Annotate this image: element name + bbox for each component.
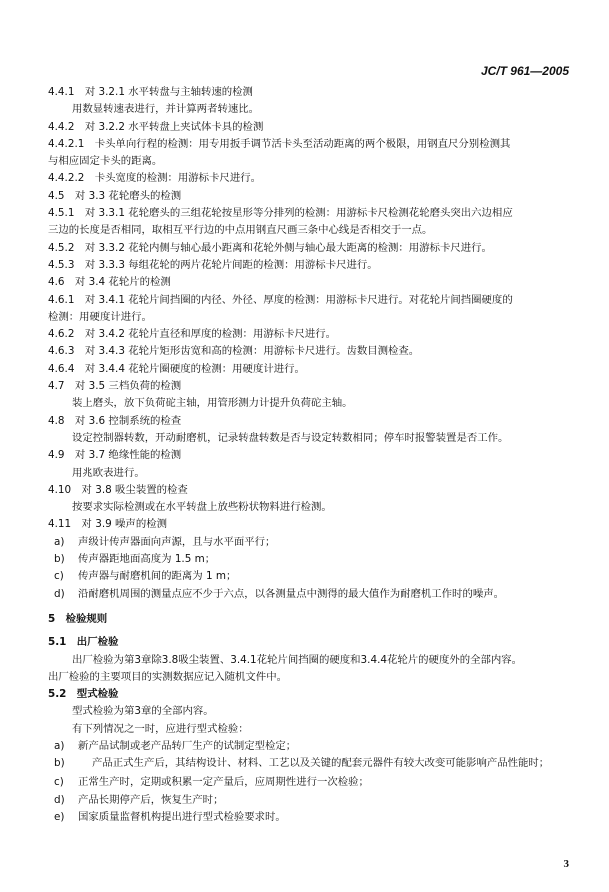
- clause-4-9-body: 用兆欧表进行。: [72, 466, 145, 479]
- list-item: [48, 774, 572, 791]
- clause-4-8-body: 设定控制器转数，开动耐磨机，记录转盘转数是否与设定转数相同；停车时报警装置是否工作。: [72, 431, 509, 444]
- section-5-heading: 5 检验规则: [48, 612, 108, 625]
- clause-4-4-1: 4.4.1 对 3.2.1 水平转盘与主轴转速的检测: [48, 86, 253, 98]
- list-text: 产品长期停产后，恢复生产时；: [78, 793, 224, 806]
- clause-4-4-2-2: 4.4.2.2 卡头宽度的检测：用游标卡尺进行。: [48, 172, 261, 185]
- clause-5-1-line2: 出厂检验的主要项目的实测数据应记入随机文件中。: [48, 670, 287, 683]
- clause-5-2-line1: 型式检验为第3章的全部内容。: [72, 705, 214, 718]
- list-item: [48, 738, 572, 755]
- clause-4-6-3: 4.6.3 对 3.4.3 花轮片矩形齿宽和高的检测：用游标卡尺进行。齿数目测检查。: [48, 345, 420, 358]
- list-text: 沿耐磨机周围的测量点应不少于六点，以各测量点中测得的最大值作为耐磨机工作时的噪声。: [78, 587, 505, 600]
- list-marker: b): [54, 553, 65, 566]
- list-item: [48, 551, 572, 568]
- clause-4-5-2: 4.5.2 对 3.3.2 花轮内侧与轴心最小距离和花轮外侧与轴心最大距离的检测：用游标卡尺进行。: [48, 241, 492, 254]
- list-marker: d): [54, 793, 65, 806]
- clause-4-9: 4.9 对 3.7 绝缘性能的检测: [48, 449, 182, 462]
- list-item: [48, 809, 572, 826]
- clause-4-6-2: 4.6.2 对 3.4.2 花轮片直径和厚度的检测：用游标卡尺进行。: [48, 328, 337, 341]
- clause-4-6-1-line2: 检测：用硬度计进行。: [48, 310, 152, 323]
- list-item: [48, 586, 572, 603]
- list-text: 声级计传声器面向声源，且与水平面平行；: [78, 535, 276, 548]
- list-marker: b): [54, 757, 65, 770]
- clause-5-2-line2: 有下列情况之一时，应进行型式检验：: [72, 722, 249, 735]
- list-item: [48, 534, 572, 551]
- clause-4-5-3: 4.5.3 对 3.3.3 每组花轮的两片花轮片间距的检测：用游标卡尺进行。: [48, 258, 378, 271]
- clause-4-4-1-body: 用数显转速表进行，并计算两者转速比。: [72, 103, 260, 116]
- clause-4-5: 4.5 对 3.3 花轮磨头的检测: [48, 189, 182, 202]
- list-text: 新产品试制或老产品转厂生产的试制定型检定；: [78, 739, 297, 752]
- list-item: [48, 568, 572, 585]
- clause-4-6: 4.6 对 3.4 花轮片的检测: [48, 276, 171, 289]
- list-marker: c): [54, 776, 64, 789]
- type-test-list: [48, 738, 572, 826]
- clause-4-4-2: 4.4.2 对 3.2.2 水平转盘上夹试体卡具的检测: [48, 120, 264, 133]
- list-item: [48, 755, 572, 772]
- clause-4-10: 4.10 对 3.8 吸尘装置的检查: [48, 483, 188, 496]
- clause-4-5-1-line1: 4.5.1 对 3.3.1 花轮磨头的三组花轮按星形等分排列的检测：用游标卡尺检测花轮磨头突出六边相应: [48, 207, 513, 220]
- list-text: 传声器与耐磨机间的距离为 1 m；: [78, 570, 237, 583]
- clause-4-11: 4.11 对 3.9 噪声的检测: [48, 518, 167, 531]
- document-body: [48, 84, 572, 826]
- list-text: 国家质量监督机构提出进行型式检验要求时。: [78, 810, 286, 823]
- standard-code-header: JC/T 961—2005: [480, 64, 569, 78]
- list-text: 正常生产时，定期或积累一定产量后，应周期性进行一次检验；: [78, 776, 369, 789]
- list-marker: d): [54, 587, 65, 600]
- list-text: 产品正式生产后，其结构设计、材料、工艺以及关键的配套元器件有较大改变可能影响产品性能时；: [92, 757, 550, 770]
- noise-list: [48, 534, 572, 603]
- clause-4-6-4: 4.6.4 对 3.4.4 花轮片圈硬度的检测：用硬度计进行。: [48, 362, 305, 375]
- clause-4-5-1-line2: 三边的长度是否相同，取相互平行边的中点用钢直尺画三条中心线是否相交于一点。: [48, 224, 433, 237]
- page-number: 3: [563, 858, 569, 870]
- clause-4-7-body: 装上磨头，放下负荷砣主轴，用管形测力计提升负荷砣主轴。: [72, 397, 353, 410]
- clause-4-4-2-1-line2: 与相应固定卡头的距离。: [48, 155, 163, 168]
- list-marker: a): [54, 535, 65, 548]
- list-text: 传声器距地面高度为 1.5 m；: [78, 553, 216, 566]
- clause-5-1-line1: 出厂检验为第3章除3.8吸尘装置、3.4.1花轮片间挡圈的硬度和3.4.4花轮片的硬度外的全部内容。: [72, 653, 523, 666]
- clause-4-10-body: 按要求实际检测或在水平转盘上放些粉状物料进行检测。: [72, 501, 332, 514]
- clause-4-4-2-1-line1: 4.4.2.1 卡头单向行程的检测：用专用扳手调节活卡头至活动距离的两个极限，用钢直尺分别检测其: [48, 137, 511, 150]
- list-marker: c): [54, 570, 64, 583]
- list-marker: a): [54, 739, 65, 752]
- clause-5-1: 5.1 出厂检验: [48, 636, 119, 649]
- list-item: [48, 792, 572, 809]
- clause-4-7: 4.7 对 3.5 三档负荷的检测: [48, 380, 182, 393]
- clause-5-2: 5.2 型式检验: [48, 688, 119, 701]
- clause-4-8: 4.8 对 3.6 控制系统的检查: [48, 414, 182, 427]
- clause-4-6-1-line1: 4.6.1 对 3.4.1 花轮片间挡圈的内径、外径、厚度的检测：用游标卡尺进行。对花轮片间挡圈硬度的: [48, 293, 513, 306]
- list-marker: e): [54, 810, 65, 823]
